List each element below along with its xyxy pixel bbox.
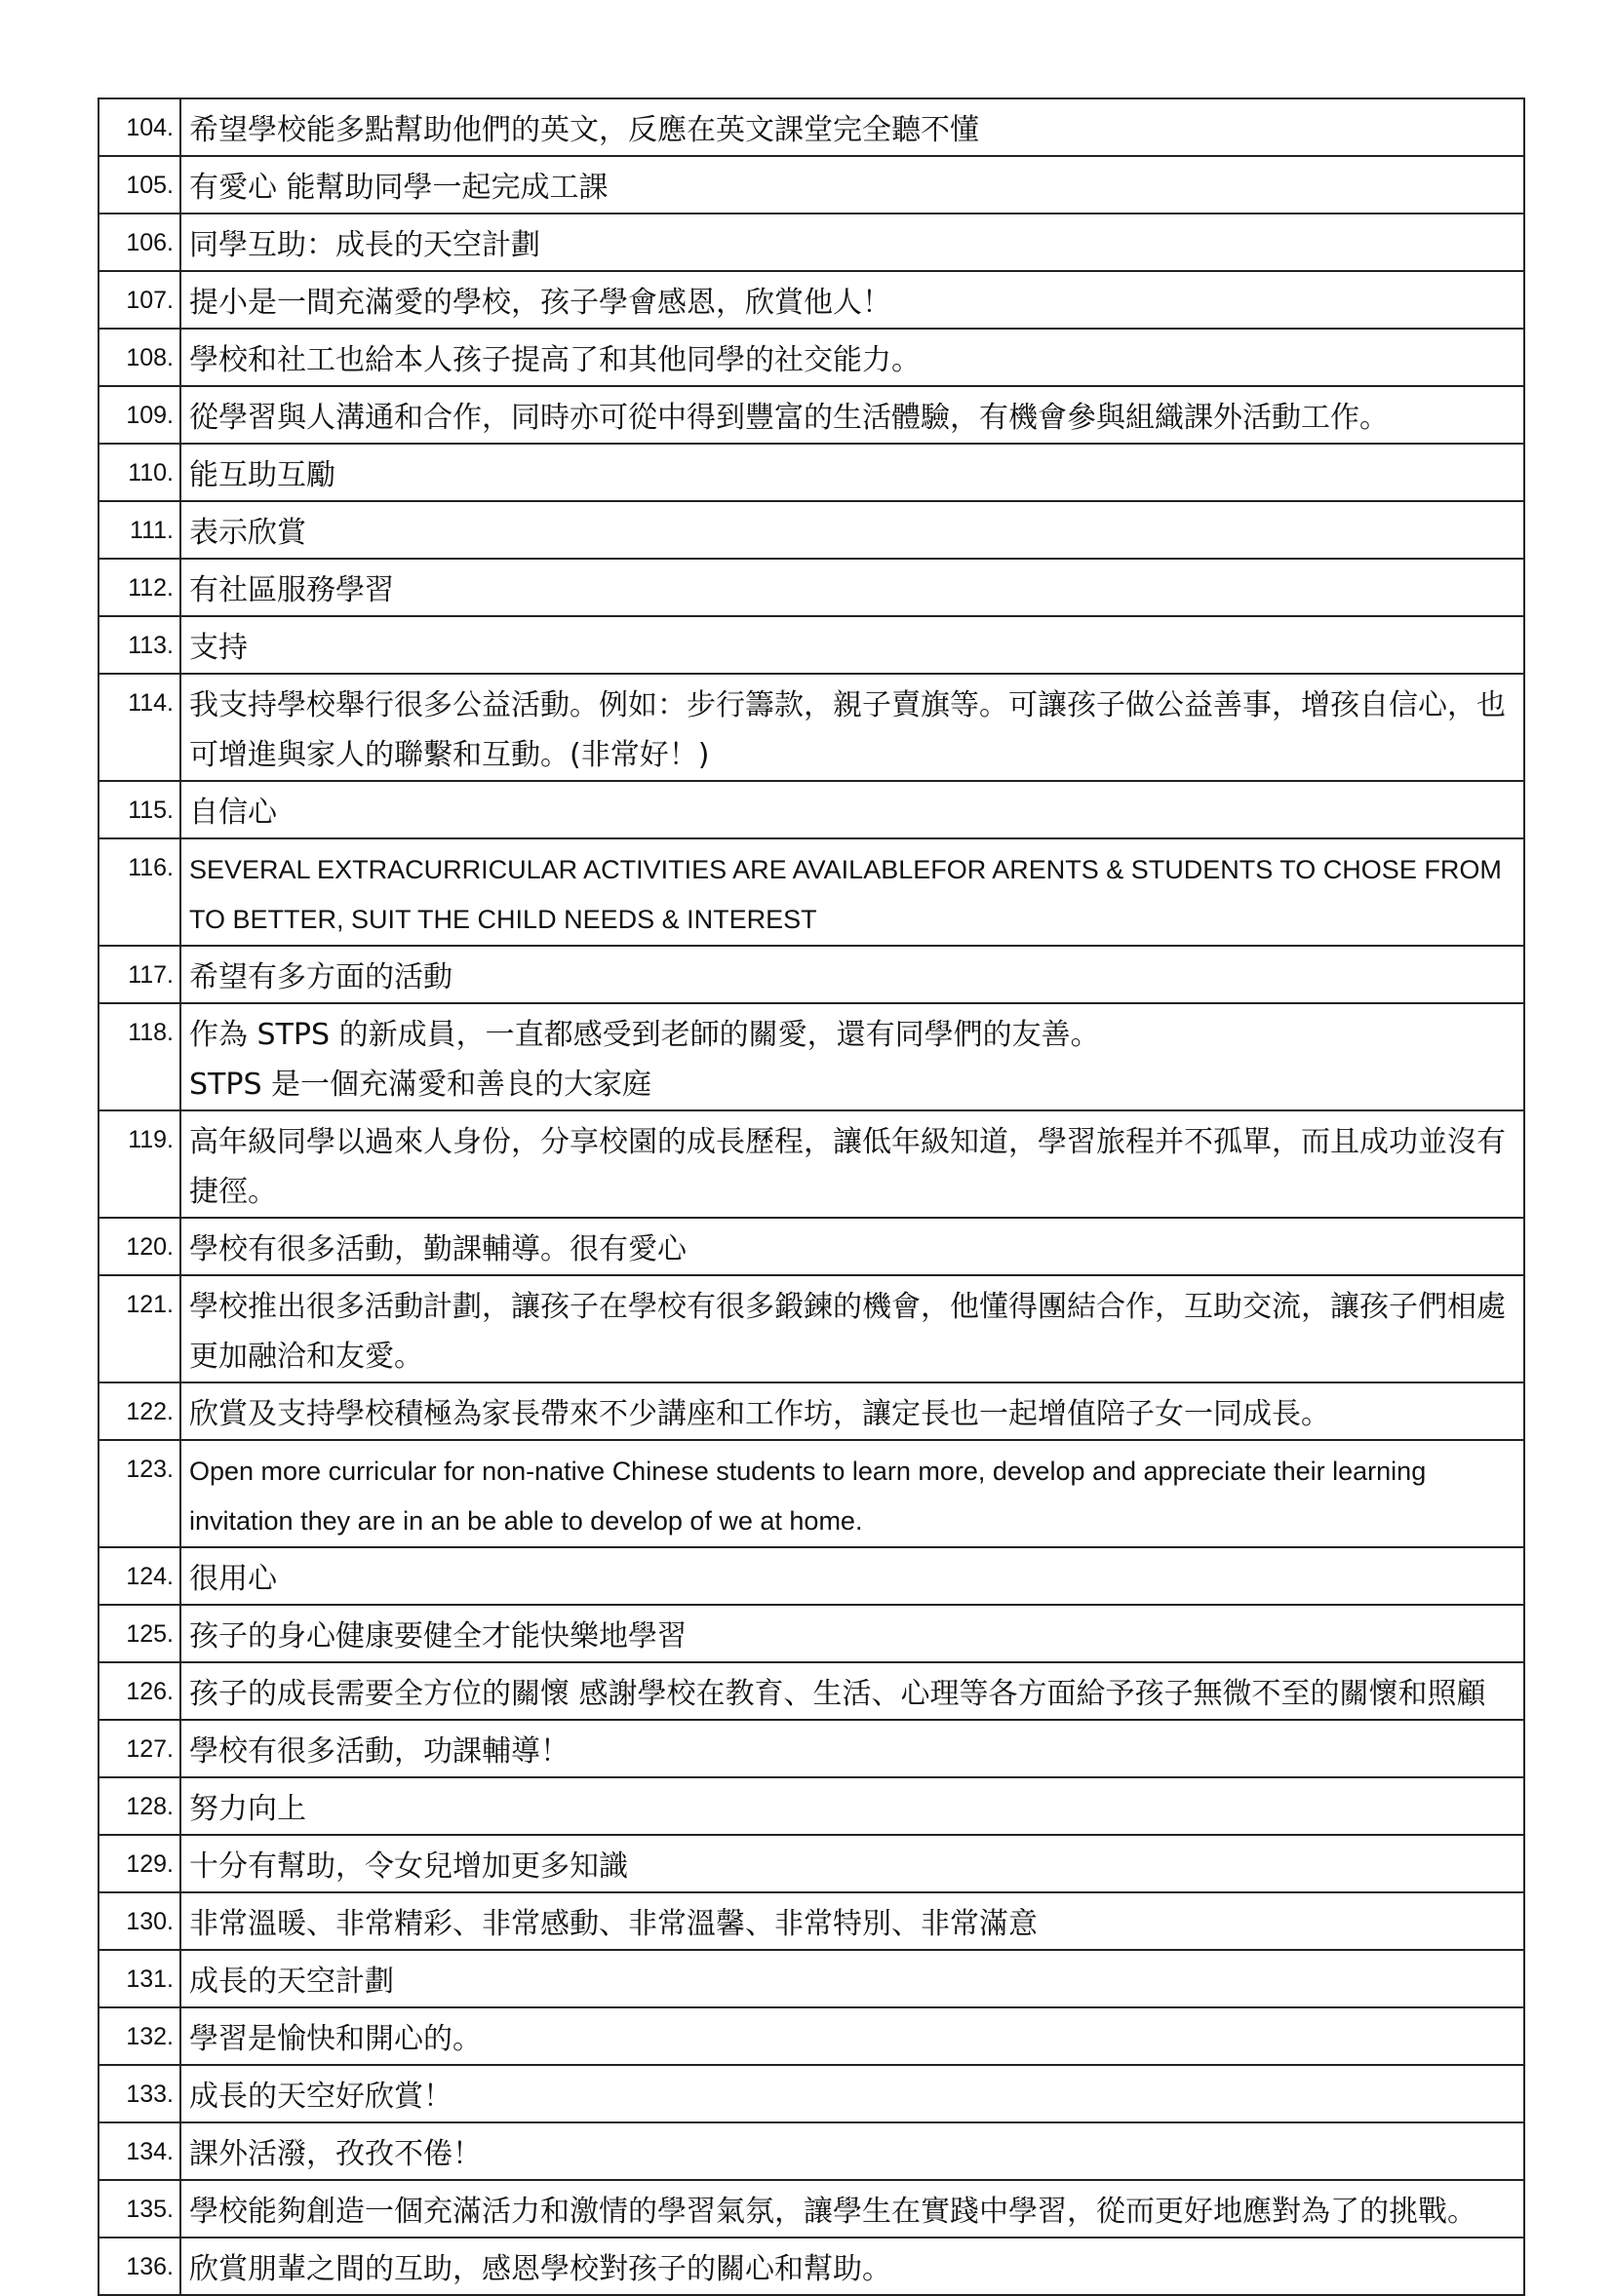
table-row [98, 2065, 1524, 2122]
comment-text: 欣賞朋輩之間的互助，感恩學校對孩子的關心和幫助。 [180, 2238, 1524, 2295]
comment-text: 學校推出很多活動計劃，讓孩子在學校有很多鍛鍊的機會，他懂得團結合作，互助交流，讓孩子們相處更加融洽和友愛。 [180, 1275, 1524, 1382]
table-row [98, 946, 1524, 1003]
table-row [98, 1777, 1524, 1835]
row-number: 134. [98, 2122, 180, 2180]
table-row [98, 271, 1524, 329]
comment-text: 努力向上 [180, 1777, 1524, 1835]
table-row [98, 1003, 1524, 1110]
table-row [98, 1892, 1524, 1950]
table-row [98, 501, 1524, 559]
comment-text: 孩子的身心健康要健全才能快樂地學習 [180, 1605, 1524, 1662]
comment-text: 學校有很多活動，功課輔導！ [180, 1720, 1524, 1777]
comment-text: 有愛心 能幫助同學一起完成工課 [180, 156, 1524, 214]
table-row [98, 214, 1524, 271]
row-number: 130. [98, 1892, 180, 1950]
row-number: 111. [98, 501, 180, 559]
feedback-table-body [98, 98, 1524, 2295]
comment-text: 十分有幫助，令女兒增加更多知識 [180, 1835, 1524, 1892]
comment-text: 學習是愉快和開心的。 [180, 2007, 1524, 2065]
table-row [98, 674, 1524, 781]
table-row [98, 1720, 1524, 1777]
table-row [98, 616, 1524, 674]
comment-text: 很用心 [180, 1547, 1524, 1605]
table-row [98, 329, 1524, 386]
table-row [98, 156, 1524, 214]
row-number: 121. [98, 1275, 180, 1382]
table-row [98, 1382, 1524, 1440]
table-row [98, 2122, 1524, 2180]
row-number: 116. [98, 838, 180, 946]
table-row [98, 2238, 1524, 2295]
comment-text: 表示欣賞 [180, 501, 1524, 559]
comment-text: 支持 [180, 616, 1524, 674]
table-row [98, 1275, 1524, 1382]
comment-line: STPS 是一個充滿愛和善良的大家庭 [189, 1068, 652, 1102]
comment-text: Open more curricular for non-native Chinese students to learn more, develop and appreciate their learning invitation they are in an be able to develop of we at home. [180, 1440, 1524, 1547]
row-number: 119. [98, 1110, 180, 1218]
row-number: 131. [98, 1950, 180, 2007]
comment-line: 作為 STPS 的新成員，一直都感受到老師的關愛，還有同學們的友善。 [189, 1018, 1100, 1052]
table-row [98, 386, 1524, 444]
comment-text: 學校能夠創造一個充滿活力和激情的學習氣氛，讓學生在實踐中學習，從而更好地應對為了的挑戰。 [180, 2180, 1524, 2238]
comment-text: 從學習與人溝通和合作，同時亦可從中得到豐富的生活體驗，有機會參與組織課外活動工作。 [180, 386, 1524, 444]
row-number: 124. [98, 1547, 180, 1605]
table-row [98, 1662, 1524, 1720]
table-row [98, 1605, 1524, 1662]
row-number: 117. [98, 946, 180, 1003]
row-number: 129. [98, 1835, 180, 1892]
comment-text: 學校有很多活動，勤課輔導。很有愛心 [180, 1218, 1524, 1275]
table-row [98, 2007, 1524, 2065]
row-number: 113. [98, 616, 180, 674]
comment-text: 希望學校能多點幫助他們的英文，反應在英文課堂完全聽不懂 [180, 98, 1524, 156]
row-number: 127. [98, 1720, 180, 1777]
row-number: 104. [98, 98, 180, 156]
comment-text: 欣賞及支持學校積極為家長帶來不少講座和工作坊，讓定長也一起增值陪子女一同成長。 [180, 1382, 1524, 1440]
comment-text: 我支持學校舉行很多公益活動。例如：步行籌款，親子賣旗等。可讓孩子做公益善事，增孩自信心，也可增進與家人的聯繫和互動。(非常好！) [180, 674, 1524, 781]
table-row [98, 1218, 1524, 1275]
row-number: 109. [98, 386, 180, 444]
row-number: 135. [98, 2180, 180, 2238]
comment-text: 提小是一間充滿愛的學校，孩子學會感恩，欣賞他人！ [180, 271, 1524, 329]
row-number: 136. [98, 2238, 180, 2295]
table-row [98, 2180, 1524, 2238]
row-number: 132. [98, 2007, 180, 2065]
table-row [98, 444, 1524, 501]
comment-text: 孩子的成長需要全方位的關懷 感謝學校在教育、生活、心理等各方面給予孩子無微不至的關懷和照顧 [180, 1662, 1524, 1720]
row-number: 106. [98, 214, 180, 271]
comment-text: 有社區服務學習 [180, 559, 1524, 616]
comment-text [180, 1003, 1524, 1110]
comment-text: 課外活潑，孜孜不倦！ [180, 2122, 1524, 2180]
row-number: 125. [98, 1605, 180, 1662]
table-row [98, 98, 1524, 156]
row-number: 118. [98, 1003, 180, 1110]
row-number: 123. [98, 1440, 180, 1547]
row-number: 112. [98, 559, 180, 616]
comment-text: 自信心 [180, 781, 1524, 838]
comment-text: 非常溫暖、非常精彩、非常感動、非常溫馨、非常特別、非常滿意 [180, 1892, 1524, 1950]
row-number: 105. [98, 156, 180, 214]
comment-text: SEVERAL EXTRACURRICULAR ACTIVITIES ARE AVAILABLEFOR ARENTS & STUDENTS TO CHOSE FROM TO BETTER, SUIT THE CHILD NEEDS & INTEREST [180, 838, 1524, 946]
row-number: 110. [98, 444, 180, 501]
table-row [98, 559, 1524, 616]
table-row [98, 1950, 1524, 2007]
row-number: 114. [98, 674, 180, 781]
table-row [98, 1110, 1524, 1218]
row-number: 128. [98, 1777, 180, 1835]
row-number: 122. [98, 1382, 180, 1440]
row-number: 115. [98, 781, 180, 838]
comment-text: 學校和社工也給本人孩子提高了和其他同學的社交能力。 [180, 329, 1524, 386]
comment-text: 成長的天空計劃 [180, 1950, 1524, 2007]
feedback-table [98, 97, 1525, 2296]
row-number: 108. [98, 329, 180, 386]
row-number: 133. [98, 2065, 180, 2122]
comment-text: 希望有多方面的活動 [180, 946, 1524, 1003]
row-number: 107. [98, 271, 180, 329]
comment-text: 同學互助：成長的天空計劃 [180, 214, 1524, 271]
row-number: 120. [98, 1218, 180, 1275]
comment-text: 高年級同學以過來人身份，分享校園的成長歷程，讓低年級知道，學習旅程并不孤單，而且成功並沒有捷徑。 [180, 1110, 1524, 1218]
comment-text: 成長的天空好欣賞！ [180, 2065, 1524, 2122]
table-row [98, 781, 1524, 838]
table-row [98, 1547, 1524, 1605]
table-row [98, 838, 1524, 946]
table-row [98, 1440, 1524, 1547]
row-number: 126. [98, 1662, 180, 1720]
table-row [98, 1835, 1524, 1892]
comment-text: 能互助互勵 [180, 444, 1524, 501]
